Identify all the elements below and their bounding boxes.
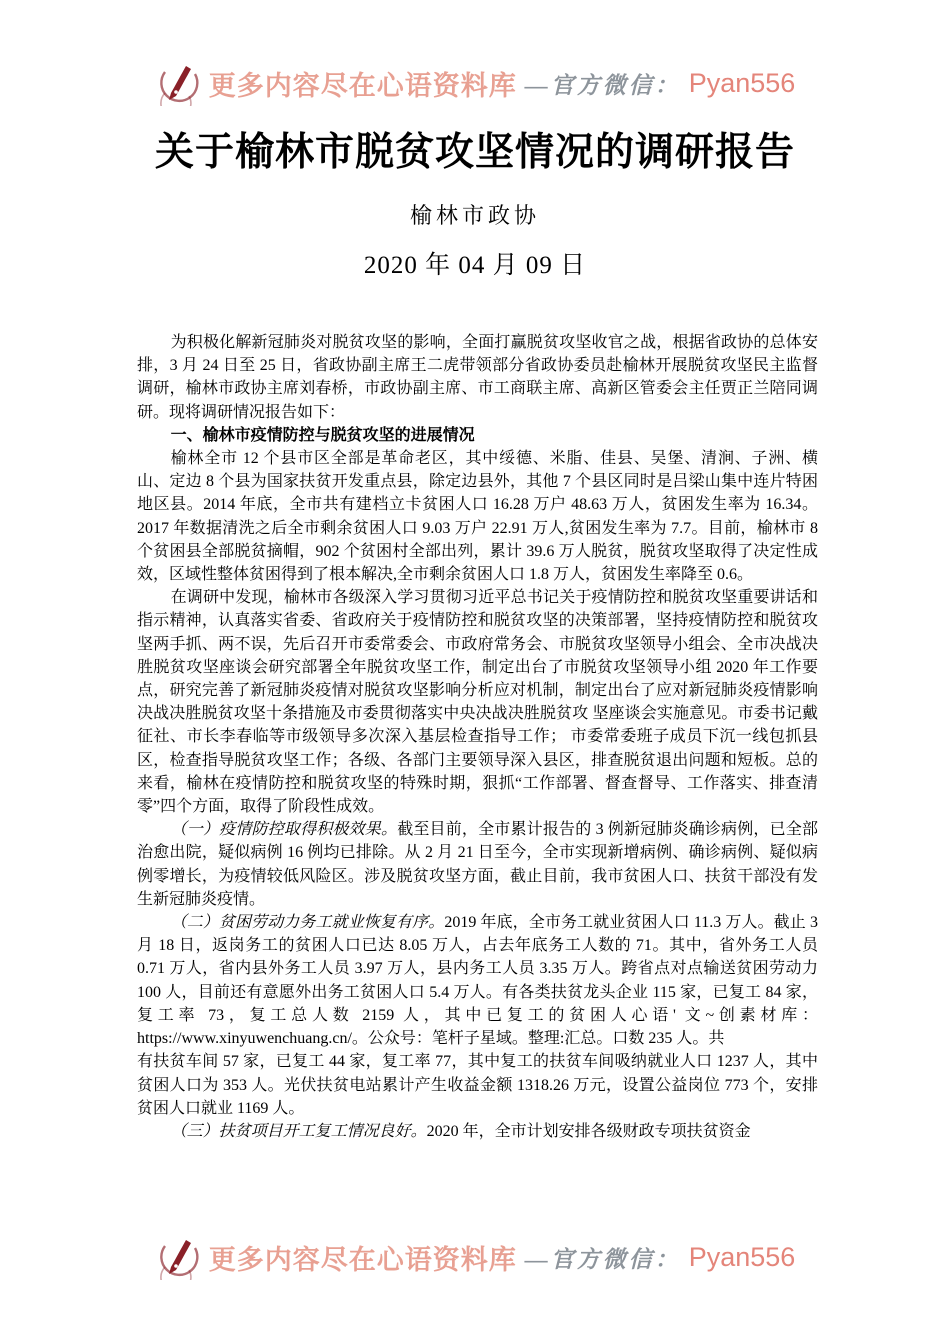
page-title: 关于榆林市脱贫攻坚情况的调研报告 <box>154 131 795 174</box>
paragraph: 为积极化解新冠肺炎对脱贫攻坚的影响，全面打赢脱贫攻坚收官之战，根据省政协的总体安排，3 月 24 日至 25 日，省政协副主席王二虎带领部分省政协委员赴榆林开展脱贫攻坚民主监督调研，榆林市政协主席刘春桥，市政协副主席、市工商联主席、高新区管委会主任贾正兰陪同调研。现将调研情况报告如下： <box>137 334 818 421</box>
paragraph: 有扶贫车间 57 家，已复工 44 家，复工率 77，其中复工的扶贫车间吸纳就业人口 1237 人，其中贫困人口为 353 人。光伏扶贫电站累计产生收益金额 1318.26 万元，设置公益岗位 773 个，安排贫困人口就业 1169 人。 <box>137 1053 818 1117</box>
subsection-lead: （二）贫困劳动力务工就业恢复有序。 <box>170 914 445 932</box>
paragraph: 榆林全市 12 个县市区全部是革命老区，其中绥德、米脂、佳县、吴堡、清涧、子洲、横山、定边 8 个县为国家扶贫开发重点县，除定边县外，其他 7 个县区同时是吕梁山集中连片特困地区县。2014 年底，全市共有建档立卡贫困人口 16.28 万户 48.63 万人，贫困发生率为 16.34。2017 年数据清洗之后全市剩余贫困人口 9.03 万户 22.91 万人,贫困发生率为 7.7。目前，榆林市 8 个贫困县全部脱贫摘帽，902 个贫困村全部出列，累计 39.6 万人脱贫，脱贫攻坚取得了决定性成效，区域性整体贫困得到了根本解决,全市剩余贫困人口 1.8 万人，贫困发生率降至 0.6。 <box>137 450 818 584</box>
pen-swirl-logo-icon <box>155 1234 201 1280</box>
subsection-lead: （一）疫情防控取得积极效果。 <box>170 821 398 839</box>
section-heading: 一、榆林市疫情防控与脱贫攻坚的进展情况 <box>170 426 475 444</box>
watermark-wechat-id: Pyan556 <box>688 1241 796 1272</box>
document-date: 2020 年 04 月 09 日 <box>363 252 587 279</box>
paragraph: （二）贫困劳动力务工就业恢复有序。2019 年底，全市务工就业贫困人口 11.3 万人。截止 3 月 18 日，返岗务工的贫困人口已达 8.05 万人，占去年底务工人数的 71。其中，省外务工人员 0.71 万人，省内县外务工人员 3.97 万人，县内务工人员 3.35 万人。跨省点对点输送贫困劳动力 100 人，目前还有意愿外出务工贫困人口 5.4 万人。有各类扶贫龙头企业 115 家，已复工 84 家，复工率 73，复工总人数 2159 人，其中已复工的贫困人心语' 文~创素材库：https://www.xinyuwenchuang.cn/。公众号：笔杆子星域。整理:汇总。口数 235 人。共 <box>137 914 818 1048</box>
paragraph: （三）扶贫项目开工复工情况良好。2020 年，全市计划安排各级财政专项扶贫资金 <box>170 1122 751 1140</box>
watermark-wechat-id: Pyan556 <box>688 67 796 98</box>
document-author: 榆林市政协 <box>409 203 540 228</box>
header-watermark <box>0 60 950 106</box>
watermark-wechat-label: —官方微信： <box>524 72 681 98</box>
footer-watermark <box>0 1234 950 1280</box>
watermark-wechat-label: —官方微信： <box>524 1246 681 1272</box>
paragraph: 在调研中发现，榆林市各级深入学习贯彻习近平总书记关于疫情防控和脱贫攻坚重要讲话和指示精神，认真落实省委、省政府关于疫情防控和脱贫攻坚的决策部署，坚持疫情防控和脱贫攻坚两手抓、两不误，先后召开市委常委会、市政府常务会、市脱贫攻坚领导小组会、全市决战决胜脱贫攻坚座谈会研究部署全年脱贫攻坚工作，制定出台了市脱贫攻坚领导小组 2020 年工作要点，研究完善了新冠肺炎疫情对脱贫攻坚影响分析应对机制，制定出台了应对新冠肺炎疫情影响决战决胜脱贫攻坚十条措施及市委贯彻落实中央决战决胜脱贫攻 坚座谈会实施意见。市委书记戴征社、市长李春临等市级领导多次深入基层检查指导工作； 市委常委班子成员下沉一线包抓县区，检查指导脱贫攻坚工作；各级、各部门主要领导深入县区，排查脱贫退出问题和短板。总的来看，榆林在疫情防控和脱贫攻坚的特殊时期，狠抓“工作部署、督查督导、工作落实、排查清零”四个方面，取得了阶段性成效。 <box>137 589 818 816</box>
watermark-brand-text: 更多内容尽在心语资料库 <box>208 1244 517 1275</box>
subsection-lead: （三）扶贫项目开工复工情况良好。 <box>170 1122 427 1140</box>
pen-swirl-logo-icon <box>155 60 201 106</box>
watermark-brand-text: 更多内容尽在心语资料库 <box>208 70 517 101</box>
paragraph: （一）疫情防控取得积极效果。截至目前，全市累计报告的 3 例新冠肺炎确诊病例，已全部治愈出院，疑似病例 16 例均已排除。从 2 月 21 日至今，全市实现新增病例、确诊病例、疑似病例零增长，为疫情较低风险区。涉及脱贫攻坚方面，截止目前，我市贫困人口、扶贫干部没有发生新冠肺炎疫情。 <box>137 821 818 908</box>
document-body <box>137 331 818 1143</box>
